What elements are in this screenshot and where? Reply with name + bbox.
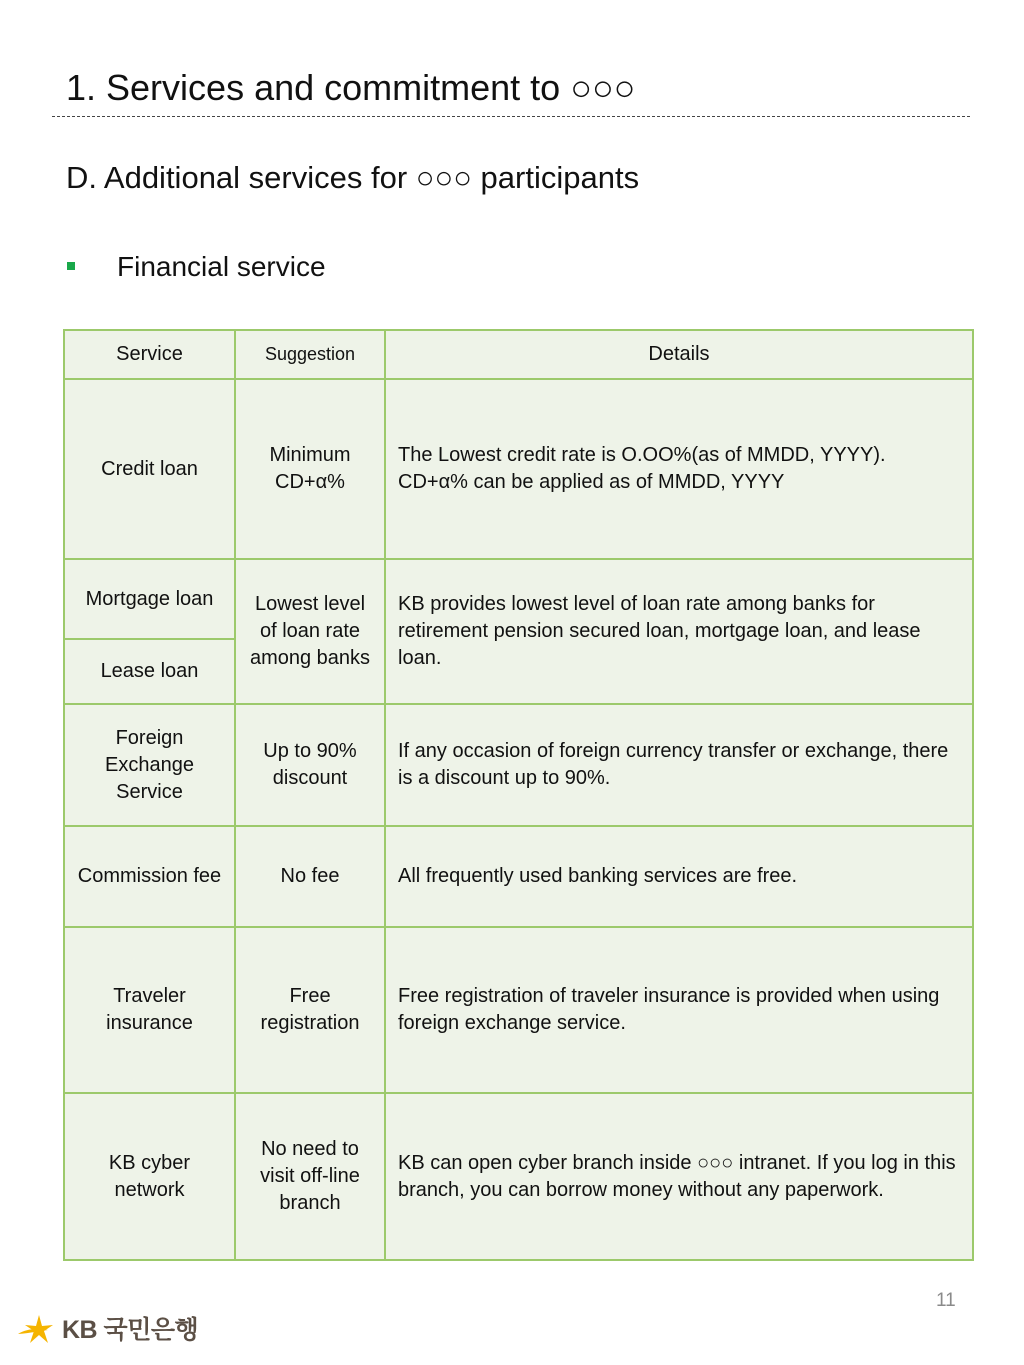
suggestion-cell: Minimum CD+α%: [235, 379, 385, 559]
suggestion-cell: Up to 90% discount: [235, 704, 385, 826]
details-cell: All frequently used banking services are free.: [385, 826, 973, 927]
details-cell: KB can open cyber branch inside ○○○ intranet. If you log in this branch, you can borrow money without any paperwork.: [385, 1093, 973, 1260]
service-cell: KB cyber network: [64, 1093, 235, 1260]
details-cell: KB provides lowest level of loan rate among banks for retirement pension secured loan, mortgage loan, and lease loan.: [385, 559, 973, 704]
page-title: 1. Services and commitment to ○○○: [66, 67, 636, 108]
table-header-row: [64, 330, 973, 379]
bullet-square-icon: [67, 262, 75, 270]
service-cell: Commission fee: [64, 826, 235, 927]
service-cell: Traveler insurance: [64, 927, 235, 1093]
suggestion-cell: No fee: [235, 826, 385, 927]
suggestion-cell: Free registration: [235, 927, 385, 1093]
service-cell: Lease loan: [64, 639, 235, 704]
service-cell: Mortgage loan: [64, 559, 235, 639]
details-cell: Free registration of traveler insurance is provided when using foreign exchange service.: [385, 927, 973, 1093]
kb-star-icon: [18, 1313, 60, 1347]
financial-service-table: [63, 329, 974, 1261]
service-cell: Foreign Exchange Service: [64, 704, 235, 826]
suggestion-cell: No need to visit off-line branch: [235, 1093, 385, 1260]
bullet-text: Financial service: [117, 251, 326, 282]
table-row: [64, 927, 973, 1093]
service-cell: Credit loan: [64, 379, 235, 559]
kb-bank-logo: [18, 1313, 199, 1347]
details-cell: The Lowest credit rate is O.OO%(as of MMDD, YYYY). CD+α% can be applied as of MMDD, YYYY: [385, 379, 973, 559]
header-cell-suggestion: Suggestion: [235, 330, 385, 379]
logo-text: KB 국민은행: [62, 1316, 199, 1344]
header-cell-service: Service: [64, 330, 235, 379]
table-row: [64, 379, 973, 559]
section-title: D. Additional services for ○○○ participants: [66, 160, 640, 195]
table-row: [64, 826, 973, 927]
table-row: [64, 704, 973, 826]
header-cell-details: Details: [385, 330, 973, 379]
table-row: [64, 1093, 973, 1260]
page-number: 11: [936, 1290, 956, 1311]
details-cell: If any occasion of foreign currency transfer or exchange, there is a discount up to 90%.: [385, 704, 973, 826]
title-divider: [52, 116, 970, 117]
suggestion-cell: Lowest level of loan rate among banks: [235, 559, 385, 704]
table-row: [64, 559, 973, 639]
